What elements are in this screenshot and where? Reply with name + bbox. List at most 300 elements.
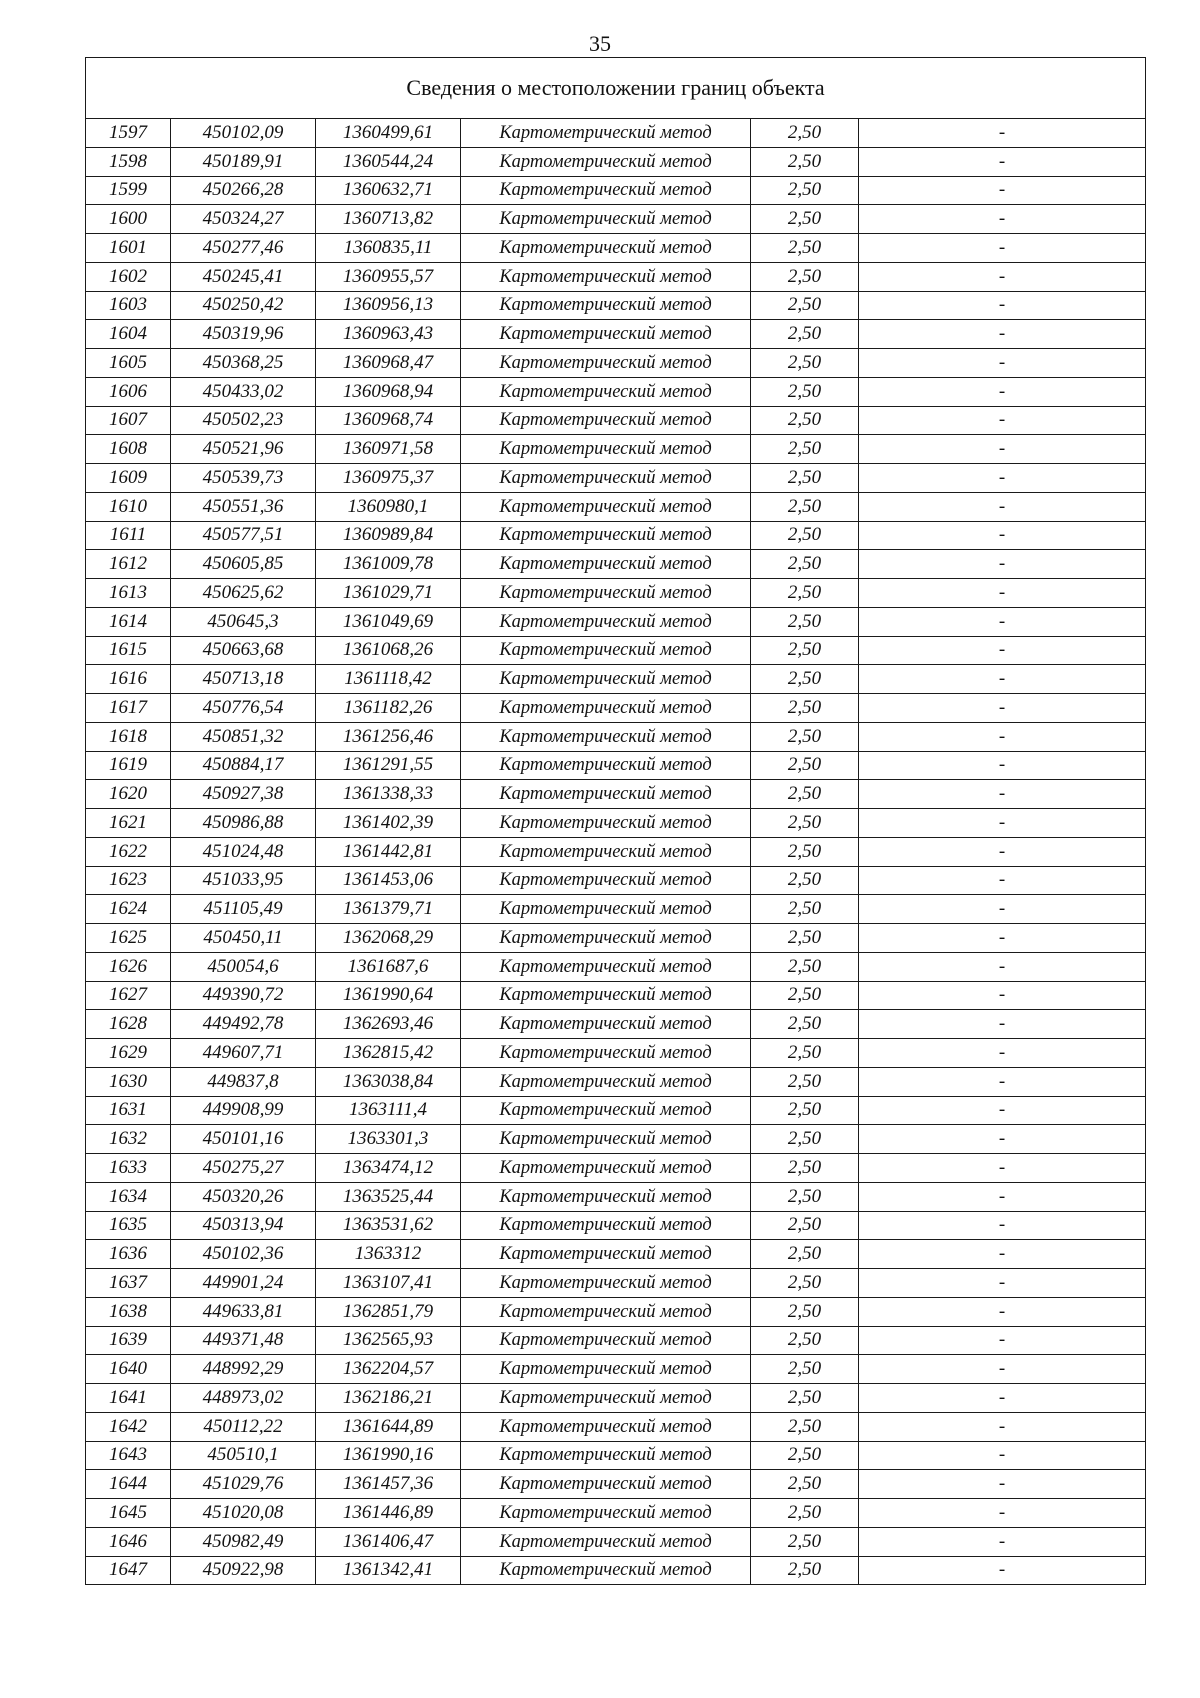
x-coordinate-cell: 450927,38 [171, 780, 316, 809]
y-coordinate-cell: 1361068,26 [316, 636, 461, 665]
table-row [86, 406, 1146, 435]
table-row [86, 1096, 1146, 1125]
point-number-cell: 1598 [86, 147, 171, 176]
point-number-cell: 1640 [86, 1355, 171, 1384]
description-cell: - [859, 722, 1146, 751]
description-cell: - [859, 435, 1146, 464]
method-cell: Картометрический метод [461, 262, 751, 291]
x-coordinate-cell: 449908,99 [171, 1096, 316, 1125]
y-coordinate-cell: 1363301,3 [316, 1125, 461, 1154]
method-cell: Картометрический метод [461, 837, 751, 866]
point-number-cell: 1626 [86, 952, 171, 981]
point-number-cell: 1622 [86, 837, 171, 866]
point-number-cell: 1604 [86, 320, 171, 349]
description-cell: - [859, 291, 1146, 320]
method-cell: Картометрический метод [461, 1240, 751, 1269]
method-cell: Картометрический метод [461, 1412, 751, 1441]
y-coordinate-cell: 1361029,71 [316, 579, 461, 608]
table-row [86, 636, 1146, 665]
point-number-cell: 1619 [86, 751, 171, 780]
x-coordinate-cell: 451105,49 [171, 895, 316, 924]
accuracy-cell: 2,50 [751, 1499, 859, 1528]
y-coordinate-cell: 1360499,61 [316, 119, 461, 148]
accuracy-cell: 2,50 [751, 722, 859, 751]
y-coordinate-cell: 1361442,81 [316, 837, 461, 866]
x-coordinate-cell: 450368,25 [171, 349, 316, 378]
accuracy-cell: 2,50 [751, 377, 859, 406]
accuracy-cell: 2,50 [751, 435, 859, 464]
accuracy-cell: 2,50 [751, 665, 859, 694]
y-coordinate-cell: 1361182,26 [316, 694, 461, 723]
accuracy-cell: 2,50 [751, 320, 859, 349]
point-number-cell: 1647 [86, 1556, 171, 1585]
method-cell: Картометрический метод [461, 492, 751, 521]
point-number-cell: 1607 [86, 406, 171, 435]
y-coordinate-cell: 1361379,71 [316, 895, 461, 924]
method-cell: Картометрический метод [461, 694, 751, 723]
point-number-cell: 1625 [86, 924, 171, 953]
description-cell: - [859, 492, 1146, 521]
point-number-cell: 1632 [86, 1125, 171, 1154]
table-row [86, 1326, 1146, 1355]
accuracy-cell: 2,50 [751, 205, 859, 234]
x-coordinate-cell: 450054,6 [171, 952, 316, 981]
accuracy-cell: 2,50 [751, 1441, 859, 1470]
table-row [86, 665, 1146, 694]
point-number-cell: 1609 [86, 464, 171, 493]
table-row [86, 1556, 1146, 1585]
table-row [86, 320, 1146, 349]
point-number-cell: 1600 [86, 205, 171, 234]
table-row [86, 119, 1146, 148]
y-coordinate-cell: 1360835,11 [316, 234, 461, 263]
table-row [86, 809, 1146, 838]
method-cell: Картометрический метод [461, 1154, 751, 1183]
x-coordinate-cell: 448973,02 [171, 1384, 316, 1413]
accuracy-cell: 2,50 [751, 349, 859, 378]
point-number-cell: 1620 [86, 780, 171, 809]
method-cell: Картометрический метод [461, 147, 751, 176]
accuracy-cell: 2,50 [751, 1269, 859, 1298]
x-coordinate-cell: 450551,36 [171, 492, 316, 521]
description-cell: - [859, 234, 1146, 263]
y-coordinate-cell: 1360968,47 [316, 349, 461, 378]
y-coordinate-cell: 1360989,84 [316, 521, 461, 550]
method-cell: Картометрический метод [461, 895, 751, 924]
point-number-cell: 1597 [86, 119, 171, 148]
point-number-cell: 1636 [86, 1240, 171, 1269]
accuracy-cell: 2,50 [751, 751, 859, 780]
table-row [86, 780, 1146, 809]
method-cell: Картометрический метод [461, 636, 751, 665]
method-cell: Картометрический метод [461, 866, 751, 895]
accuracy-cell: 2,50 [751, 1240, 859, 1269]
method-cell: Картометрический метод [461, 1384, 751, 1413]
x-coordinate-cell: 449901,24 [171, 1269, 316, 1298]
y-coordinate-cell: 1362186,21 [316, 1384, 461, 1413]
description-cell: - [859, 1211, 1146, 1240]
method-cell: Картометрический метод [461, 1556, 751, 1585]
description-cell: - [859, 981, 1146, 1010]
point-number-cell: 1637 [86, 1269, 171, 1298]
x-coordinate-cell: 450986,88 [171, 809, 316, 838]
table-row [86, 924, 1146, 953]
boundary-coordinates-table [85, 57, 1146, 1585]
accuracy-cell: 2,50 [751, 1154, 859, 1183]
point-number-cell: 1606 [86, 377, 171, 406]
description-cell: - [859, 952, 1146, 981]
method-cell: Картометрический метод [461, 1039, 751, 1068]
description-cell: - [859, 694, 1146, 723]
x-coordinate-cell: 449633,81 [171, 1297, 316, 1326]
accuracy-cell: 2,50 [751, 550, 859, 579]
x-coordinate-cell: 450577,51 [171, 521, 316, 550]
accuracy-cell: 2,50 [751, 694, 859, 723]
x-coordinate-cell: 450776,54 [171, 694, 316, 723]
x-coordinate-cell: 451020,08 [171, 1499, 316, 1528]
table-row [86, 1355, 1146, 1384]
y-coordinate-cell: 1362693,46 [316, 1010, 461, 1039]
x-coordinate-cell: 450101,16 [171, 1125, 316, 1154]
point-number-cell: 1616 [86, 665, 171, 694]
description-cell: - [859, 1527, 1146, 1556]
point-number-cell: 1608 [86, 435, 171, 464]
accuracy-cell: 2,50 [751, 1326, 859, 1355]
x-coordinate-cell: 450277,46 [171, 234, 316, 263]
description-cell: - [859, 780, 1146, 809]
description-cell: - [859, 1010, 1146, 1039]
x-coordinate-cell: 450645,3 [171, 607, 316, 636]
description-cell: - [859, 119, 1146, 148]
table-row [86, 349, 1146, 378]
x-coordinate-cell: 449371,48 [171, 1326, 316, 1355]
accuracy-cell: 2,50 [751, 1355, 859, 1384]
table-row [86, 1499, 1146, 1528]
accuracy-cell: 2,50 [751, 895, 859, 924]
y-coordinate-cell: 1361446,89 [316, 1499, 461, 1528]
description-cell: - [859, 1470, 1146, 1499]
method-cell: Картометрический метод [461, 1326, 751, 1355]
x-coordinate-cell: 450713,18 [171, 665, 316, 694]
table-row [86, 1470, 1146, 1499]
accuracy-cell: 2,50 [751, 176, 859, 205]
point-number-cell: 1624 [86, 895, 171, 924]
point-number-cell: 1630 [86, 1067, 171, 1096]
point-number-cell: 1646 [86, 1527, 171, 1556]
point-number-cell: 1613 [86, 579, 171, 608]
accuracy-cell: 2,50 [751, 406, 859, 435]
y-coordinate-cell: 1360971,58 [316, 435, 461, 464]
table-row [86, 147, 1146, 176]
method-cell: Картометрический метод [461, 1096, 751, 1125]
point-number-cell: 1642 [86, 1412, 171, 1441]
method-cell: Картометрический метод [461, 550, 751, 579]
table-row [86, 176, 1146, 205]
method-cell: Картометрический метод [461, 1067, 751, 1096]
method-cell: Картометрический метод [461, 952, 751, 981]
table-row [86, 837, 1146, 866]
method-cell: Картометрический метод [461, 1125, 751, 1154]
table-row [86, 579, 1146, 608]
y-coordinate-cell: 1362851,79 [316, 1297, 461, 1326]
method-cell: Картометрический метод [461, 665, 751, 694]
table-body [86, 119, 1146, 1585]
point-number-cell: 1627 [86, 981, 171, 1010]
description-cell: - [859, 464, 1146, 493]
y-coordinate-cell: 1361118,42 [316, 665, 461, 694]
table-row [86, 1154, 1146, 1183]
description-cell: - [859, 1326, 1146, 1355]
x-coordinate-cell: 450275,27 [171, 1154, 316, 1183]
point-number-cell: 1629 [86, 1039, 171, 1068]
description-cell: - [859, 1499, 1146, 1528]
description-cell: - [859, 1355, 1146, 1384]
point-number-cell: 1603 [86, 291, 171, 320]
point-number-cell: 1645 [86, 1499, 171, 1528]
x-coordinate-cell: 450102,36 [171, 1240, 316, 1269]
method-cell: Картометрический метод [461, 406, 751, 435]
description-cell: - [859, 1096, 1146, 1125]
method-cell: Картометрический метод [461, 176, 751, 205]
accuracy-cell: 2,50 [751, 119, 859, 148]
point-number-cell: 1644 [86, 1470, 171, 1499]
description-cell: - [859, 1154, 1146, 1183]
y-coordinate-cell: 1360968,74 [316, 406, 461, 435]
x-coordinate-cell: 449492,78 [171, 1010, 316, 1039]
description-cell: - [859, 320, 1146, 349]
description-cell: - [859, 1297, 1146, 1326]
y-coordinate-cell: 1361049,69 [316, 607, 461, 636]
x-coordinate-cell: 450324,27 [171, 205, 316, 234]
accuracy-cell: 2,50 [751, 1384, 859, 1413]
y-coordinate-cell: 1363111,4 [316, 1096, 461, 1125]
x-coordinate-cell: 451033,95 [171, 866, 316, 895]
description-cell: - [859, 550, 1146, 579]
point-number-cell: 1618 [86, 722, 171, 751]
table-row [86, 751, 1146, 780]
x-coordinate-cell: 450851,32 [171, 722, 316, 751]
description-cell: - [859, 607, 1146, 636]
x-coordinate-cell: 450245,41 [171, 262, 316, 291]
table-row [86, 1527, 1146, 1556]
x-coordinate-cell: 450510,1 [171, 1441, 316, 1470]
accuracy-cell: 2,50 [751, 1067, 859, 1096]
description-cell: - [859, 147, 1146, 176]
description-cell: - [859, 1125, 1146, 1154]
method-cell: Картометрический метод [461, 579, 751, 608]
point-number-cell: 1602 [86, 262, 171, 291]
accuracy-cell: 2,50 [751, 1527, 859, 1556]
table-row [86, 1240, 1146, 1269]
description-cell: - [859, 1269, 1146, 1298]
description-cell: - [859, 1556, 1146, 1585]
method-cell: Картометрический метод [461, 377, 751, 406]
table-row [86, 1125, 1146, 1154]
x-coordinate-cell: 449390,72 [171, 981, 316, 1010]
accuracy-cell: 2,50 [751, 1470, 859, 1499]
table-row [86, 1297, 1146, 1326]
description-cell: - [859, 1039, 1146, 1068]
accuracy-cell: 2,50 [751, 492, 859, 521]
description-cell: - [859, 1412, 1146, 1441]
method-cell: Картометрический метод [461, 1499, 751, 1528]
table-row [86, 1269, 1146, 1298]
y-coordinate-cell: 1360713,82 [316, 205, 461, 234]
y-coordinate-cell: 1361644,89 [316, 1412, 461, 1441]
accuracy-cell: 2,50 [751, 809, 859, 838]
table-row [86, 205, 1146, 234]
table-title: Сведения о местоположении границ объекта [86, 58, 1146, 119]
y-coordinate-cell: 1363312 [316, 1240, 461, 1269]
accuracy-cell: 2,50 [751, 636, 859, 665]
point-number-cell: 1631 [86, 1096, 171, 1125]
y-coordinate-cell: 1362068,29 [316, 924, 461, 953]
accuracy-cell: 2,50 [751, 866, 859, 895]
accuracy-cell: 2,50 [751, 262, 859, 291]
y-coordinate-cell: 1361402,39 [316, 809, 461, 838]
x-coordinate-cell: 450313,94 [171, 1211, 316, 1240]
point-number-cell: 1633 [86, 1154, 171, 1183]
description-cell: - [859, 866, 1146, 895]
table-row [86, 234, 1146, 263]
point-number-cell: 1621 [86, 809, 171, 838]
y-coordinate-cell: 1362815,42 [316, 1039, 461, 1068]
accuracy-cell: 2,50 [751, 837, 859, 866]
point-number-cell: 1643 [86, 1441, 171, 1470]
x-coordinate-cell: 450250,42 [171, 291, 316, 320]
point-number-cell: 1628 [86, 1010, 171, 1039]
method-cell: Картометрический метод [461, 1010, 751, 1039]
y-coordinate-cell: 1361009,78 [316, 550, 461, 579]
x-coordinate-cell: 449837,8 [171, 1067, 316, 1096]
point-number-cell: 1638 [86, 1297, 171, 1326]
accuracy-cell: 2,50 [751, 291, 859, 320]
point-number-cell: 1601 [86, 234, 171, 263]
y-coordinate-cell: 1361291,55 [316, 751, 461, 780]
x-coordinate-cell: 450922,98 [171, 1556, 316, 1585]
table-row [86, 262, 1146, 291]
table-row [86, 1039, 1146, 1068]
method-cell: Картометрический метод [461, 234, 751, 263]
description-cell: - [859, 406, 1146, 435]
x-coordinate-cell: 450319,96 [171, 320, 316, 349]
method-cell: Картометрический метод [461, 521, 751, 550]
description-cell: - [859, 636, 1146, 665]
table-row [86, 866, 1146, 895]
description-cell: - [859, 1384, 1146, 1413]
method-cell: Картометрический метод [461, 981, 751, 1010]
description-cell: - [859, 751, 1146, 780]
table-row [86, 435, 1146, 464]
point-number-cell: 1635 [86, 1211, 171, 1240]
point-number-cell: 1634 [86, 1182, 171, 1211]
table-row [86, 895, 1146, 924]
description-cell: - [859, 1067, 1146, 1096]
x-coordinate-cell: 450605,85 [171, 550, 316, 579]
table-row [86, 550, 1146, 579]
point-number-cell: 1623 [86, 866, 171, 895]
page-number: 35 [589, 31, 611, 56]
x-coordinate-cell: 450433,02 [171, 377, 316, 406]
table-row [86, 377, 1146, 406]
description-cell: - [859, 895, 1146, 924]
description-cell: - [859, 1240, 1146, 1269]
method-cell: Картометрический метод [461, 464, 751, 493]
method-cell: Картометрический метод [461, 291, 751, 320]
y-coordinate-cell: 1361338,33 [316, 780, 461, 809]
table-title-row [86, 58, 1146, 119]
y-coordinate-cell: 1361256,46 [316, 722, 461, 751]
method-cell: Картометрический метод [461, 924, 751, 953]
method-cell: Картометрический метод [461, 1355, 751, 1384]
description-cell: - [859, 521, 1146, 550]
point-number-cell: 1605 [86, 349, 171, 378]
method-cell: Картометрический метод [461, 1441, 751, 1470]
table-row [86, 464, 1146, 493]
table-row [86, 1441, 1146, 1470]
method-cell: Картометрический метод [461, 435, 751, 464]
accuracy-cell: 2,50 [751, 579, 859, 608]
accuracy-cell: 2,50 [751, 1211, 859, 1240]
table-row [86, 981, 1146, 1010]
y-coordinate-cell: 1362204,57 [316, 1355, 461, 1384]
method-cell: Картометрический метод [461, 320, 751, 349]
point-number-cell: 1639 [86, 1326, 171, 1355]
accuracy-cell: 2,50 [751, 1182, 859, 1211]
table-row [86, 1412, 1146, 1441]
x-coordinate-cell: 450450,11 [171, 924, 316, 953]
y-coordinate-cell: 1360632,71 [316, 176, 461, 205]
table-row [86, 291, 1146, 320]
accuracy-cell: 2,50 [751, 1297, 859, 1326]
accuracy-cell: 2,50 [751, 464, 859, 493]
x-coordinate-cell: 450663,68 [171, 636, 316, 665]
accuracy-cell: 2,50 [751, 521, 859, 550]
table-row [86, 1010, 1146, 1039]
point-number-cell: 1611 [86, 521, 171, 550]
y-coordinate-cell: 1363107,41 [316, 1269, 461, 1298]
y-coordinate-cell: 1361457,36 [316, 1470, 461, 1499]
accuracy-cell: 2,50 [751, 234, 859, 263]
x-coordinate-cell: 450884,17 [171, 751, 316, 780]
accuracy-cell: 2,50 [751, 924, 859, 953]
method-cell: Картометрический метод [461, 780, 751, 809]
table-row [86, 1182, 1146, 1211]
description-cell: - [859, 262, 1146, 291]
y-coordinate-cell: 1363038,84 [316, 1067, 461, 1096]
description-cell: - [859, 837, 1146, 866]
accuracy-cell: 2,50 [751, 780, 859, 809]
description-cell: - [859, 349, 1146, 378]
method-cell: Картометрический метод [461, 1182, 751, 1211]
y-coordinate-cell: 1361990,16 [316, 1441, 461, 1470]
x-coordinate-cell: 450102,09 [171, 119, 316, 148]
accuracy-cell: 2,50 [751, 1096, 859, 1125]
method-cell: Картометрический метод [461, 1211, 751, 1240]
description-cell: - [859, 924, 1146, 953]
point-number-cell: 1615 [86, 636, 171, 665]
point-number-cell: 1614 [86, 607, 171, 636]
y-coordinate-cell: 1361687,6 [316, 952, 461, 981]
y-coordinate-cell: 1360955,57 [316, 262, 461, 291]
table-row [86, 492, 1146, 521]
x-coordinate-cell: 450189,91 [171, 147, 316, 176]
x-coordinate-cell: 450539,73 [171, 464, 316, 493]
description-cell: - [859, 665, 1146, 694]
description-cell: - [859, 1441, 1146, 1470]
method-cell: Картометрический метод [461, 722, 751, 751]
table-row [86, 521, 1146, 550]
